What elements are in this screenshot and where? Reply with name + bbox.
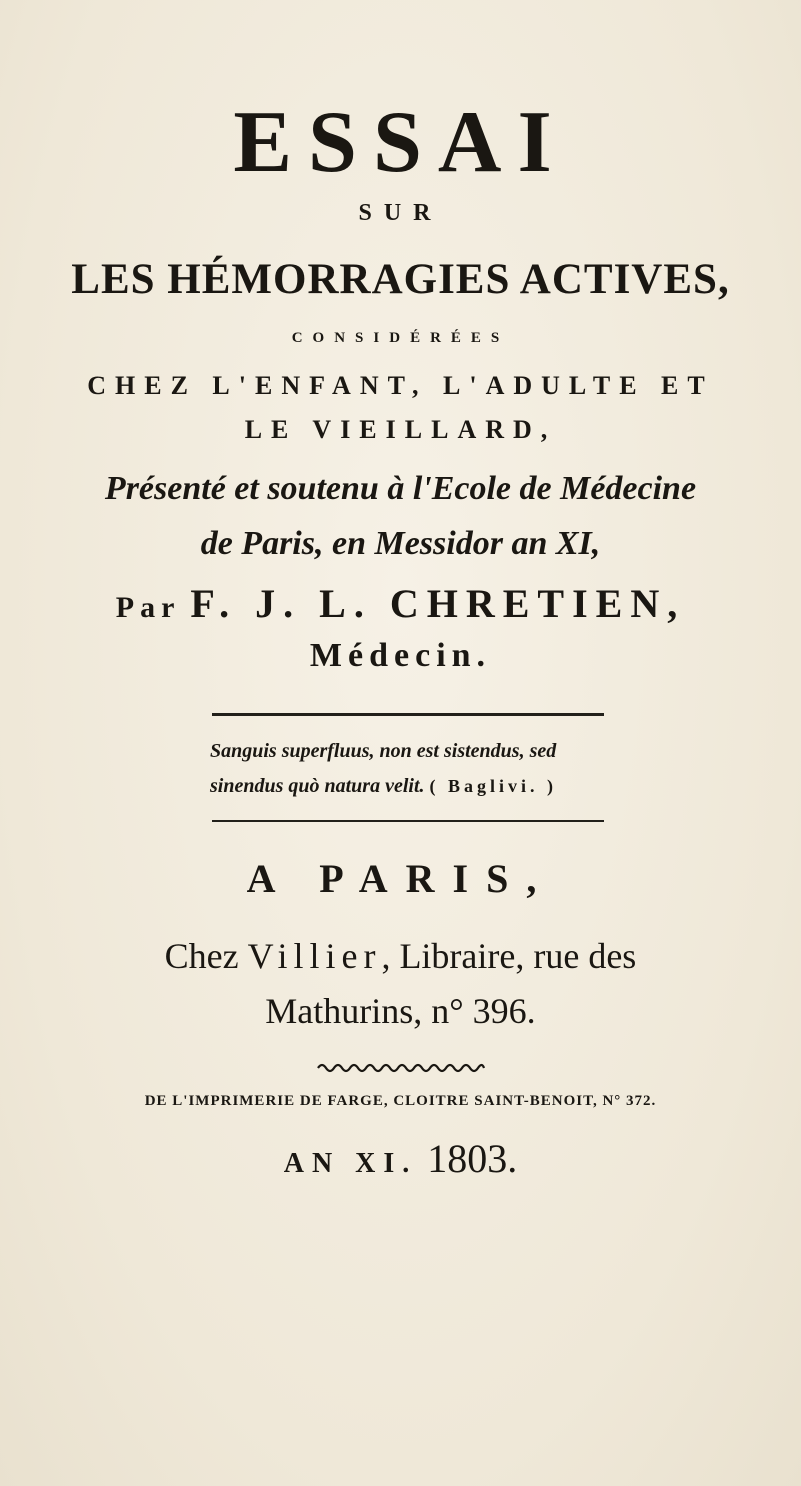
epigraph-line-1: Sanguis superfluus, non est sistendus, sed — [210, 740, 557, 762]
epigraph-line-2 — [210, 770, 610, 802]
book-subject: LES HÉMORRAGIES ACTIVES, — [71, 256, 730, 303]
publisher-prefix: Chez — [164, 936, 239, 976]
author-line — [0, 580, 801, 627]
imprint-city: A PARIS, — [246, 856, 555, 901]
book-title: ESSAI — [233, 94, 568, 191]
author-profession: Médecin. — [309, 637, 492, 674]
publisher-line — [0, 935, 801, 977]
subtitle-line-2: LE VIEILLARD, — [244, 415, 557, 444]
publisher-suffix: , Libraire, rue des — [381, 936, 637, 976]
presentation-line-2: de Paris, en Messidor an XI, — [200, 525, 601, 562]
epigraph-source: ( Baglivi. ) — [429, 776, 558, 796]
bottom-rule-divider — [212, 820, 604, 822]
top-rule-divider — [212, 713, 604, 716]
publication-date — [0, 1135, 801, 1182]
publisher-name: Villier — [247, 936, 382, 976]
printer-imprint: DE L'IMPRIMERIE DE FARGE, CLOITRE SAINT-BENOIT, N° 372. — [144, 1093, 657, 1109]
author-prefix: Par — [115, 591, 181, 624]
revolutionary-year: AN XI. — [283, 1148, 418, 1179]
subtitle-line-1: CHEZ L'ENFANT, L'ADULTE ET — [87, 371, 714, 400]
considerees-label: CONSIDÉRÉES — [291, 330, 510, 346]
author-name: F. J. L. CHRETIEN, — [190, 581, 686, 626]
gregorian-year: 1803. — [427, 1136, 518, 1181]
publisher-address: Mathurins, n° 396. — [265, 991, 536, 1031]
wavy-ornament-divider — [316, 1062, 486, 1074]
epigraph-line-2-text: sinendus quò natura velit. — [210, 775, 425, 797]
presentation-line-1: Présenté et soutenu à l'Ecole de Médecine — [104, 470, 697, 507]
title-connector: SUR — [358, 200, 443, 226]
